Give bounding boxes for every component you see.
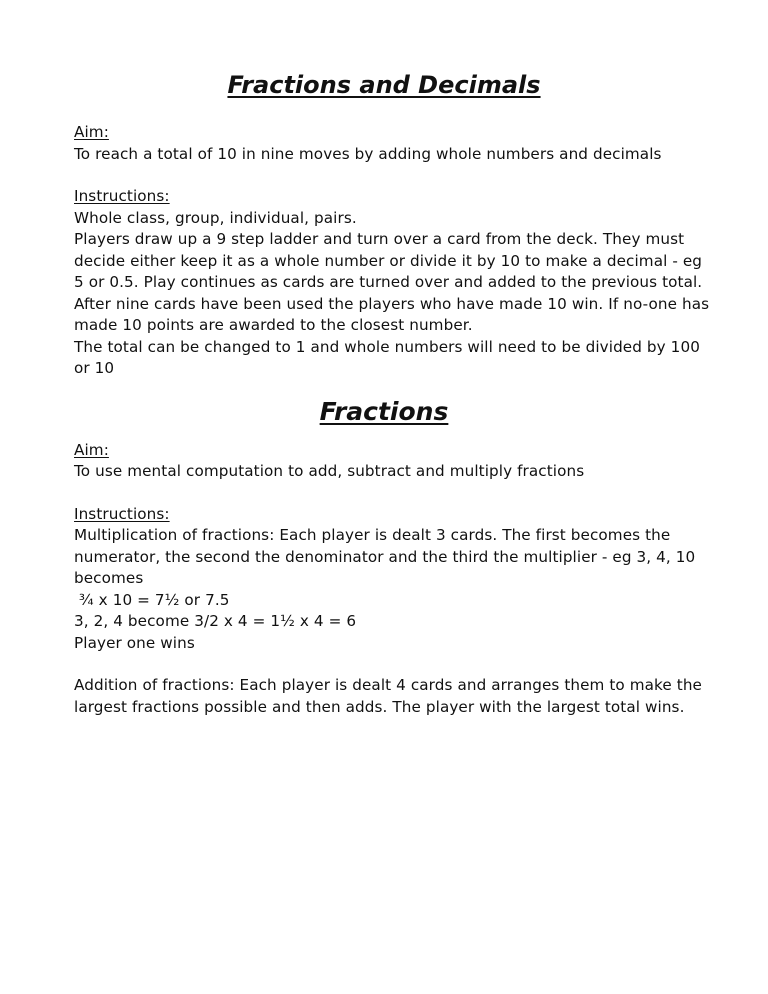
section-title-fractions: Fractions xyxy=(319,396,449,426)
section-title-fractions-and-decimals: Fractions and Decimals xyxy=(227,71,541,99)
example-line-2: 3, 2, 4 become 3/2 x 4 = 1½ x 4 = 6 xyxy=(74,612,357,630)
instructions-label: Instructions: xyxy=(74,504,170,523)
instructions-variation: The total can be changed to 1 and whole numbers will need to be divided by 100 or 10 xyxy=(74,337,700,377)
document-page xyxy=(74,68,714,718)
aim-text: To reach a total of 10 in nine moves by adding whole numbers and decimals xyxy=(74,144,662,163)
instructions-rules: Players draw up a 9 step ladder and turn over a card from the deck. They must decide either keep it as a whole number or divide it by 10 to make a decimal - eg 5 or 0.5. Play continues as cards are turned over and added to the previous total. After nine cards have been used the players who have made 10 win. If no-one has made 10 points are awarded to the closest number. xyxy=(74,230,710,334)
instructions-participants: Whole class, group, individual, pairs. xyxy=(74,208,357,227)
instructions-label: Instructions: xyxy=(74,187,170,205)
aim-text: To use mental computation to add, subtract and multiply fractions xyxy=(74,462,585,480)
addition-instructions: Addition of fractions: Each player is dealt 4 cards and arranges them to make the largest fractions possible and then adds. The player with the largest total wins. xyxy=(74,676,702,716)
multiplication-instructions: Multiplication of fractions: Each player is dealt 3 cards. The first becomes the numerator, the second the denominator and the third the multiplier - eg 3, 4, 10 becomes xyxy=(74,526,696,587)
example-result: Player one wins xyxy=(74,633,195,652)
example-line-1: ¾ x 10 = 7½ or 7.5 xyxy=(74,590,230,609)
aim-label: Aim: xyxy=(74,123,109,141)
aim-label: Aim: xyxy=(74,440,109,459)
